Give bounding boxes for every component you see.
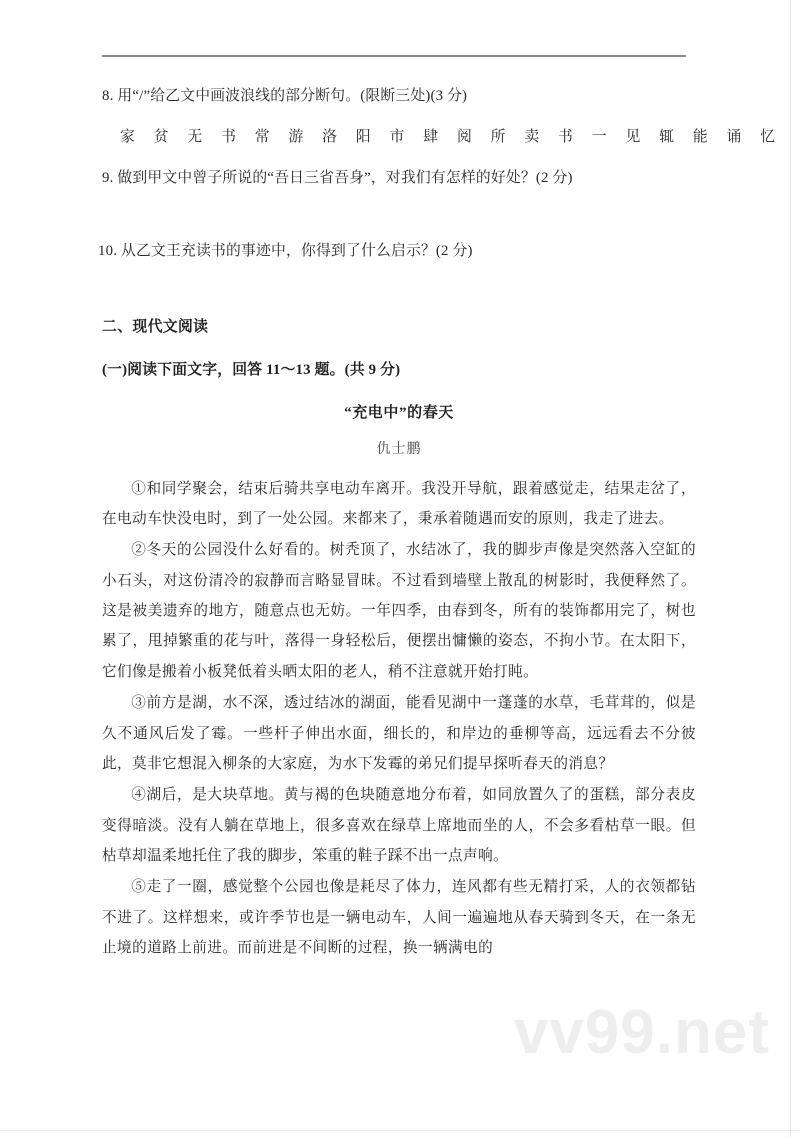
question-8: 8. 用“/”给乙文中画波浪线的部分断句。(限断三处)(3 分)	[102, 88, 468, 104]
question-10: 10. 从乙文王充读书的事迹中，你得到了什么启示？(2 分)	[98, 242, 473, 259]
section-sub-heading: (一)阅读下面文字，回答 11～13 题。(共 9 分)	[102, 361, 401, 378]
article-paragraph: ②冬天的公园没什么好看的。树秃顶了，水结冰了，我的脚步声像是突然落入空缸的小石头，对这份清冷的寂静而言略显冒昧。不过看到墙壁上散乱的树影时，我便释然了。这是被美遗弃的地方，随意点也无妨。一年四季，由春到冬，所有的装饰都用完了，树也累了，甩掉繁重的花与叶，落得一身轻松后，便摆出慵懒的姿态，不拘小节。在太阳下，它们像是搬着小板凳低着头晒太阳的老人，稍不注意就开始打盹。	[102, 542, 696, 680]
page-content	[0, 55, 800, 963]
article-paragraph: ⑤走了一圈，感觉整个公园也像是耗尽了体力，连风都有些无精打采，人的衣领都钻不进了。这样想来，或许季节也是一辆电动车，人间一遍遍地从春天骑到冬天，在一条无止境的道路上前进。而前进是不间断的过程，换一辆满电的	[102, 879, 696, 956]
article-author: 仇士鹏	[376, 441, 422, 457]
page-edge-bottom	[0, 1130, 800, 1131]
article-title: “充电中”的春天	[344, 404, 454, 421]
question-block	[98, 85, 783, 263]
watermark: vv99.net	[513, 998, 770, 1067]
article-paragraph: ④湖后，是大块草地。黄与褐的色块随意地分布着，如同放置久了的蛋糕，部分表皮变得暗淡。没有人躺在草地上，很多喜欢在绿草上席地而坐的人，不会多看枯草一眼。但枯草却温柔地托住了我的脚步，笨重的鞋子踩不出一点声响。	[102, 787, 696, 864]
punctuation-exercise-line: 家 贫 无 书 常 游 洛 阳 市 肆 阅 所 卖 书 一 见 辄 能 诵 忆	[120, 128, 783, 145]
header-rule	[102, 55, 686, 57]
question-9: 9. 做到甲文中曾子所说的“吾日三省吾身”，对我们有怎样的好处？(2 分)	[102, 169, 573, 186]
article-paragraph: ①和同学聚会，结束后骑共享电动车离开。我没开导航，跟着感觉走，结果走岔了，在电动车快没电时，到了一处公园。来都来了，秉承着随遇而安的原则，我走了进去。	[102, 480, 696, 528]
section-heading: 二、现代文阅读	[102, 318, 209, 335]
article-body	[102, 474, 696, 964]
article-paragraph: ③前方是湖，水不深，透过结冰的湖面，能看见湖中一蓬蓬的水草，毛茸茸的，似是久不通风后发了霉。一些杆子伸出水面，细长的，和岸边的垂柳等高，远远看去不分彼此，莫非它想混入柳条的大家庭，为水下发霉的弟兄们提早探听春天的消息？	[102, 695, 696, 772]
